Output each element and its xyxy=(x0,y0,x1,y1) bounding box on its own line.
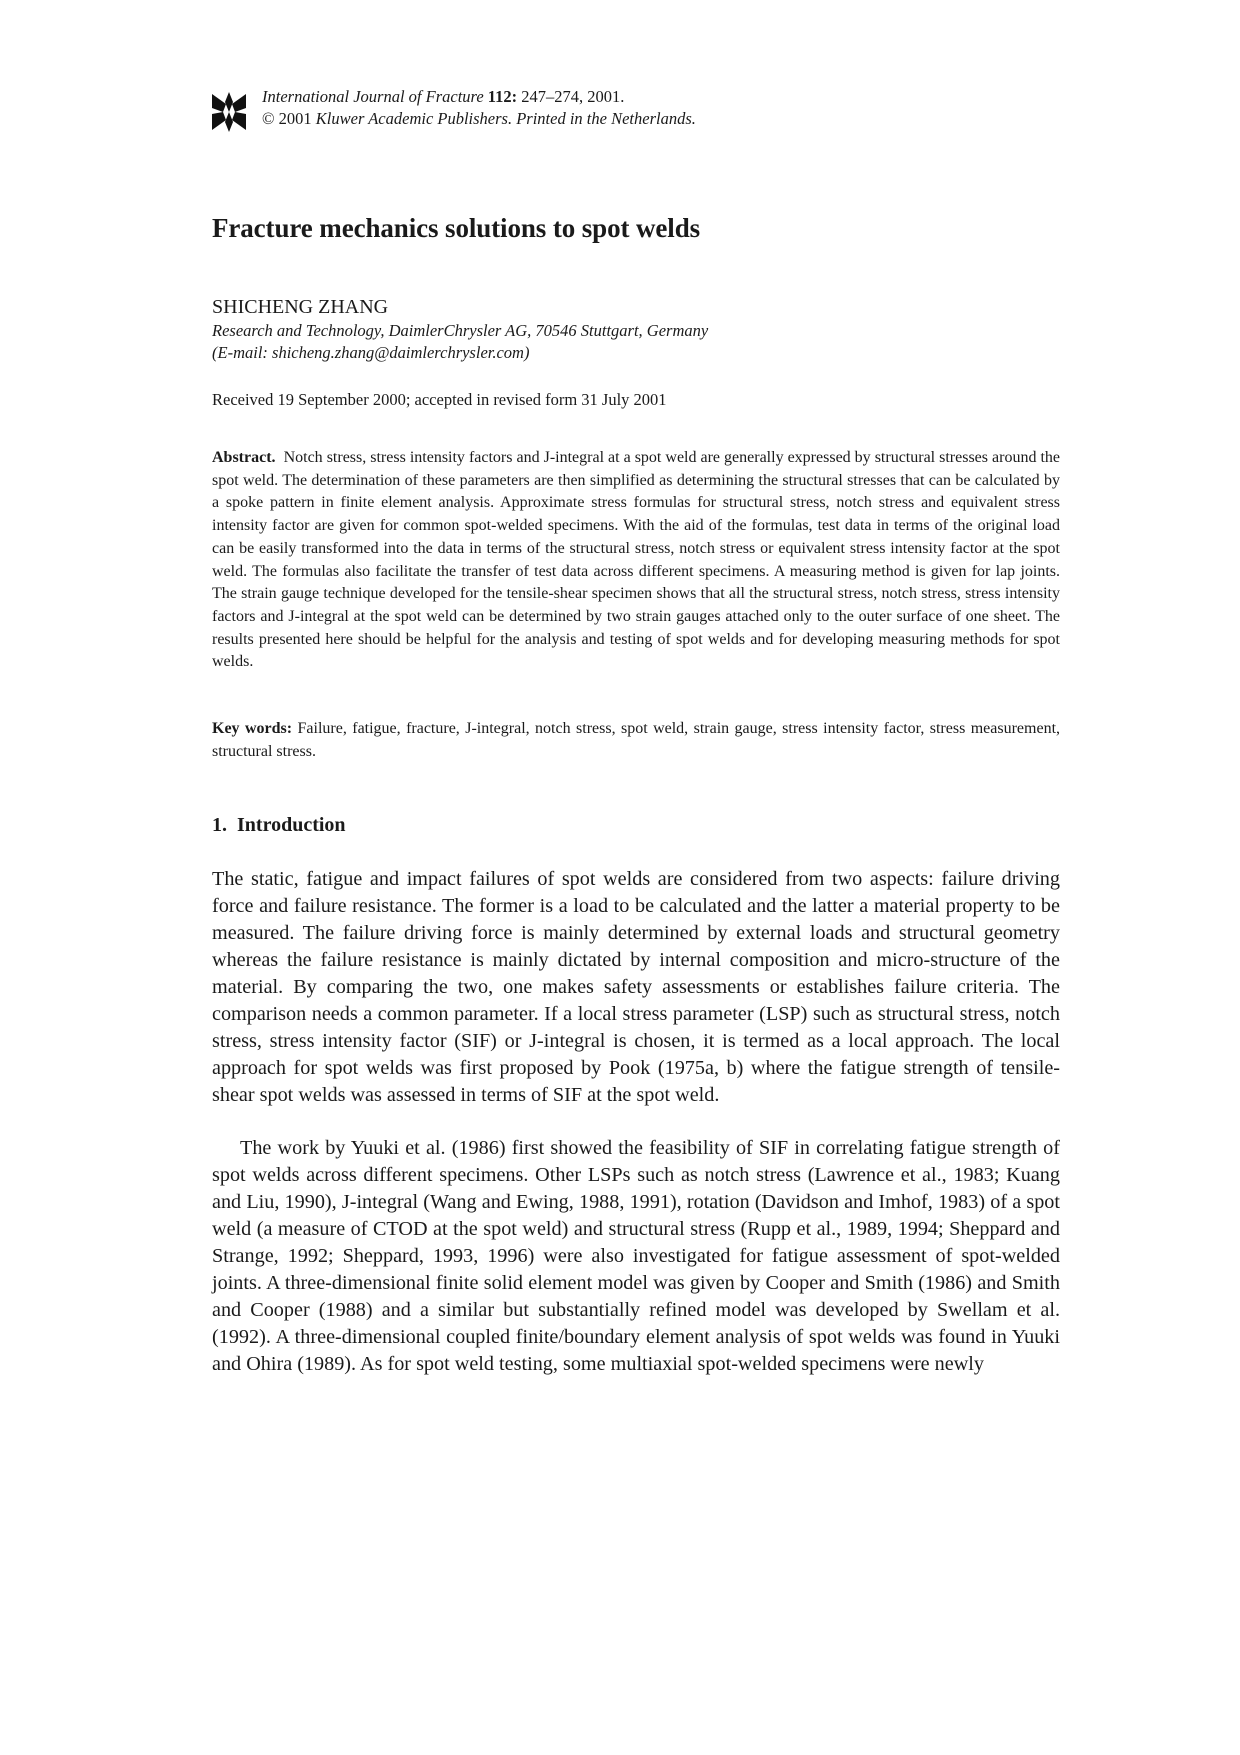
journal-citation-line-1 xyxy=(262,86,696,108)
section-title: Introduction xyxy=(237,814,346,836)
journal-header xyxy=(212,86,912,136)
author-affiliation: Research and Technology, DaimlerChrysler AG, 70546 Stuttgart, Germany xyxy=(212,321,709,340)
abstract xyxy=(212,447,1060,674)
abstract-text: Notch stress, stress intensity factors and J-integral at a spot weld are generally expressed by structural stresses around the spot weld. The determination of these parameters are then simplified as determining the structural stresses that can be calculated by a spoke pattern in finite element analysis. Approximate stress formulas for structural stress, notch stress and equivalent stress intensity factor are given for common spot-welded specimens. With the aid of the formulas, test data in terms of the original load can be easily transformed into the data in terms of the structural stress, notch stress or equivalent stress intensity factor at the spot weld. The formulas also facilitate the transfer of test data across different specimens. A measuring method is given for lap joints. The strain gauge technique developed for the tensile-shear specimen shows that all the structural stress, notch stress, stress intensity factors and J-integral at the spot weld can be determined by two strain gauges attached only to the outer surface of one sheet. The results presented here should be helpful for the analysis and testing of spot welds and for developing measuring methods for spot welds. xyxy=(212,449,1061,671)
publisher-logo-icon xyxy=(212,92,246,132)
received-dates: Received 19 September 2000; accepted in revised form 31 July 2001 xyxy=(212,390,667,409)
abstract-label: Abstract. xyxy=(212,449,276,466)
journal-name: International Journal of Fracture xyxy=(262,87,484,106)
copyright: © 2001 xyxy=(262,109,312,128)
body-paragraph-1: The static, fatigue and impact failures of spot welds are considered from two aspects: failure driving force and failure resistance. The former is a load to be calculated and the latter a material property to be measured. The failure driving force is mainly determined by external loads and structural geometry whereas the failure resistance is mainly dictated by internal composition and micro-structure of the material. By comparing the two, one makes safety assessments or establishes failure criteria. The comparison needs a common parameter. If a local stress parameter (LSP) such as structural stress, notch stress, stress intensity factor (SIF) or J-integral is chosen, it is termed as a local approach. The local approach for spot welds was first proposed by Pook (1975a, b) where the fatigue strength of tensile-shear spot welds was assessed in terms of SIF at the spot weld. xyxy=(212,868,1060,1106)
section-number: 1. xyxy=(212,814,227,836)
paper-title: Fracture mechanics solutions to spot welds xyxy=(212,213,701,243)
keywords-text: Failure, fatigue, fracture, J-integral, notch stress, spot weld, strain gauge, stress intensity factor, stress measurement, structural stress. xyxy=(212,720,1061,760)
journal-volume: 112: xyxy=(487,87,518,106)
journal-pages-year: 247–274, 2001. xyxy=(521,87,625,106)
author-name: SHICHENG ZHANG xyxy=(212,296,389,318)
keywords-label: Key words: xyxy=(212,720,293,737)
section-heading xyxy=(212,814,346,837)
journal-citation xyxy=(262,86,696,130)
author-email: (E-mail: shicheng.zhang@daimlerchrysler.com) xyxy=(212,343,530,362)
author-block xyxy=(212,294,708,364)
keywords xyxy=(212,718,1060,763)
body-paragraph-2: The work by Yuuki et al. (1986) first showed the feasibility of SIF in correlating fatigue strength of spot welds across different specimens. Other LSPs such as notch stress (Lawrence et al., 1983; Kuang and Liu, 1990), J-integral (Wang and Ewing, 1988, 1991), rotation (Davidson and Imhof, 1983) of a spot weld (a measure of CTOD at the spot weld) and structural stress (Rupp et al., 1989, 1994; Sheppard and Strange, 1992; Sheppard, 1993, 1996) were also investigated for fatigue assessment of spot-welded joints. A three-dimensional finite solid element model was given by Cooper and Smith (1986) and Smith and Cooper (1988) and a similar but substantially refined model was developed by Swellam et al. (1992). A three-dimensional coupled finite/boundary element analysis of spot welds was found in Yuuki and Ohira (1989). As for spot weld testing, some multiaxial spot-welded specimens were newly xyxy=(212,1137,1060,1375)
publisher: Kluwer Academic Publishers. Printed in the Netherlands. xyxy=(315,109,696,128)
journal-citation-line-2 xyxy=(262,108,696,130)
